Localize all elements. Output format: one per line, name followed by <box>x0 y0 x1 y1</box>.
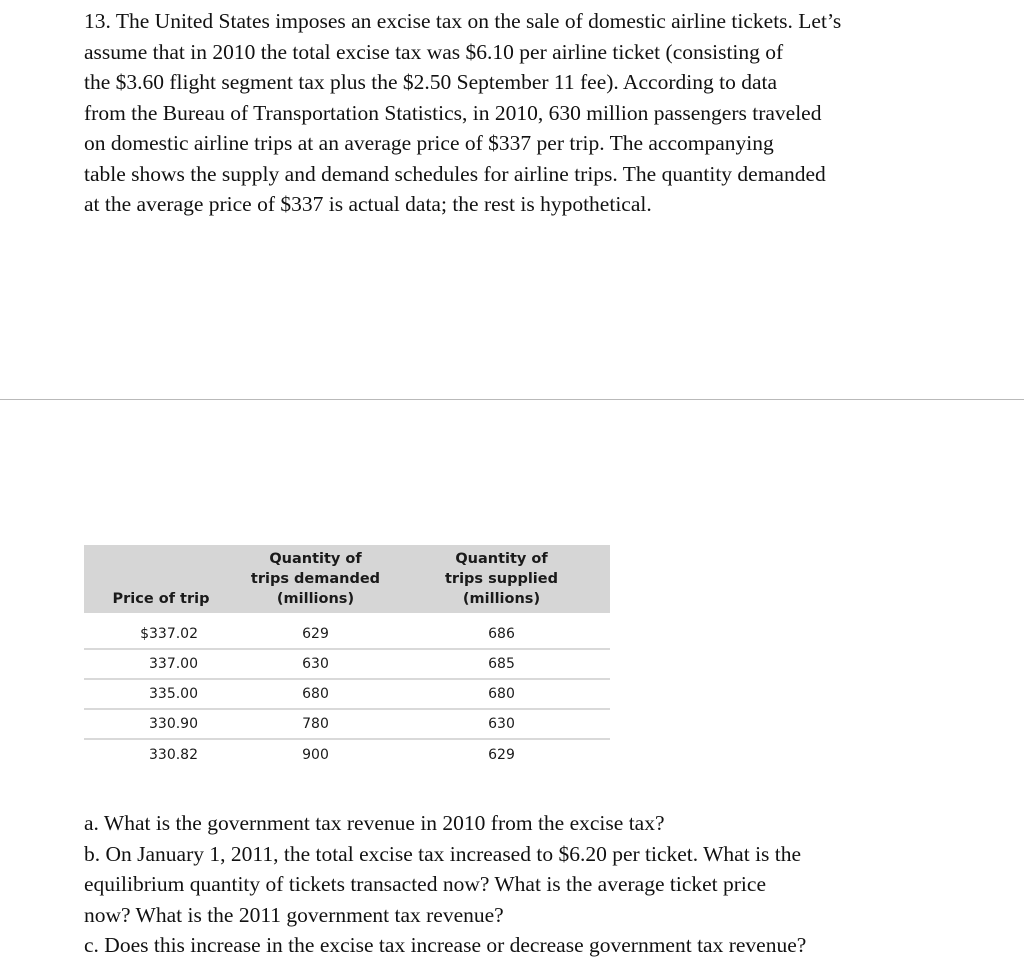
table-row <box>84 620 610 650</box>
header-supplied <box>393 545 610 613</box>
problem-line: assume that in 2010 the total excise tax was $6.10 per airline ticket (consisting of <box>84 39 784 64</box>
cell-supplied: 630 <box>488 716 515 732</box>
cell-supplied: 629 <box>488 747 515 763</box>
header-supplied-line: Quantity of <box>455 551 548 567</box>
table-body <box>84 620 610 770</box>
cell-demanded: 629 <box>302 626 329 642</box>
supply-demand-table <box>84 545 610 770</box>
table-row <box>84 740 610 770</box>
problem-line: table shows the supply and demand schedules for airline trips. The quantity demanded <box>84 161 826 186</box>
cell-price: 330.82 <box>149 747 198 763</box>
question-line: b. On January 1, 2011, the total excise tax increased to $6.20 per ticket. What is the <box>84 841 802 866</box>
question-line: a. What is the government tax revenue in 2010 from the excise tax? <box>84 811 665 835</box>
cell-price: 335.00 <box>149 686 198 702</box>
problem-line: from the Bureau of Transportation Statistics, in 2010, 630 million passengers traveled <box>84 100 822 125</box>
problem-line: the $3.60 flight segment tax plus the $2.50 September 11 fee). According to data <box>84 70 778 94</box>
question-line: equilibrium quantity of tickets transacted now? What is the average ticket price <box>84 872 766 896</box>
header-demanded-line: Quantity of <box>269 551 362 567</box>
cell-supplied: 686 <box>488 626 515 642</box>
cell-supplied: 685 <box>488 656 515 672</box>
problem-line: 13. The United States imposes an excise tax on the sale of domestic airline tickets. Let’s <box>84 9 842 33</box>
cell-demanded: 680 <box>302 686 329 702</box>
header-supplied-line: trips supplied <box>445 571 558 587</box>
header-supplied-line: (millions) <box>462 591 541 607</box>
table-row <box>84 650 610 680</box>
header-demanded-line: trips demanded <box>250 571 381 587</box>
questions <box>84 808 1004 961</box>
table-spacer <box>84 613 610 620</box>
header-price <box>84 545 238 613</box>
header-price-label: Price of trip <box>112 591 210 607</box>
problem-line: on domestic airline trips at an average price of $337 per trip. The accompanying <box>84 131 774 155</box>
question-line: c. Does this increase in the excise tax increase or decrease government tax revenue? <box>84 933 807 957</box>
cell-price: 330.90 <box>149 716 198 732</box>
question-line: now? What is the 2011 government tax revenue? <box>84 902 504 927</box>
header-demanded <box>238 545 393 613</box>
problem-line: at the average price of $337 is actual data; the rest is hypothetical. <box>84 192 652 216</box>
table-row <box>84 710 610 740</box>
cell-demanded: 780 <box>302 716 329 732</box>
cell-price: 337.00 <box>149 656 198 672</box>
section-divider <box>0 399 1024 400</box>
table-row <box>84 680 610 710</box>
problem-statement <box>84 6 984 220</box>
cell-price: $337.02 <box>140 626 198 642</box>
cell-demanded: 630 <box>302 656 329 672</box>
cell-supplied: 680 <box>488 686 515 702</box>
table-header <box>84 545 610 613</box>
header-demanded-line: (millions) <box>276 591 355 607</box>
cell-demanded: 900 <box>302 747 329 763</box>
